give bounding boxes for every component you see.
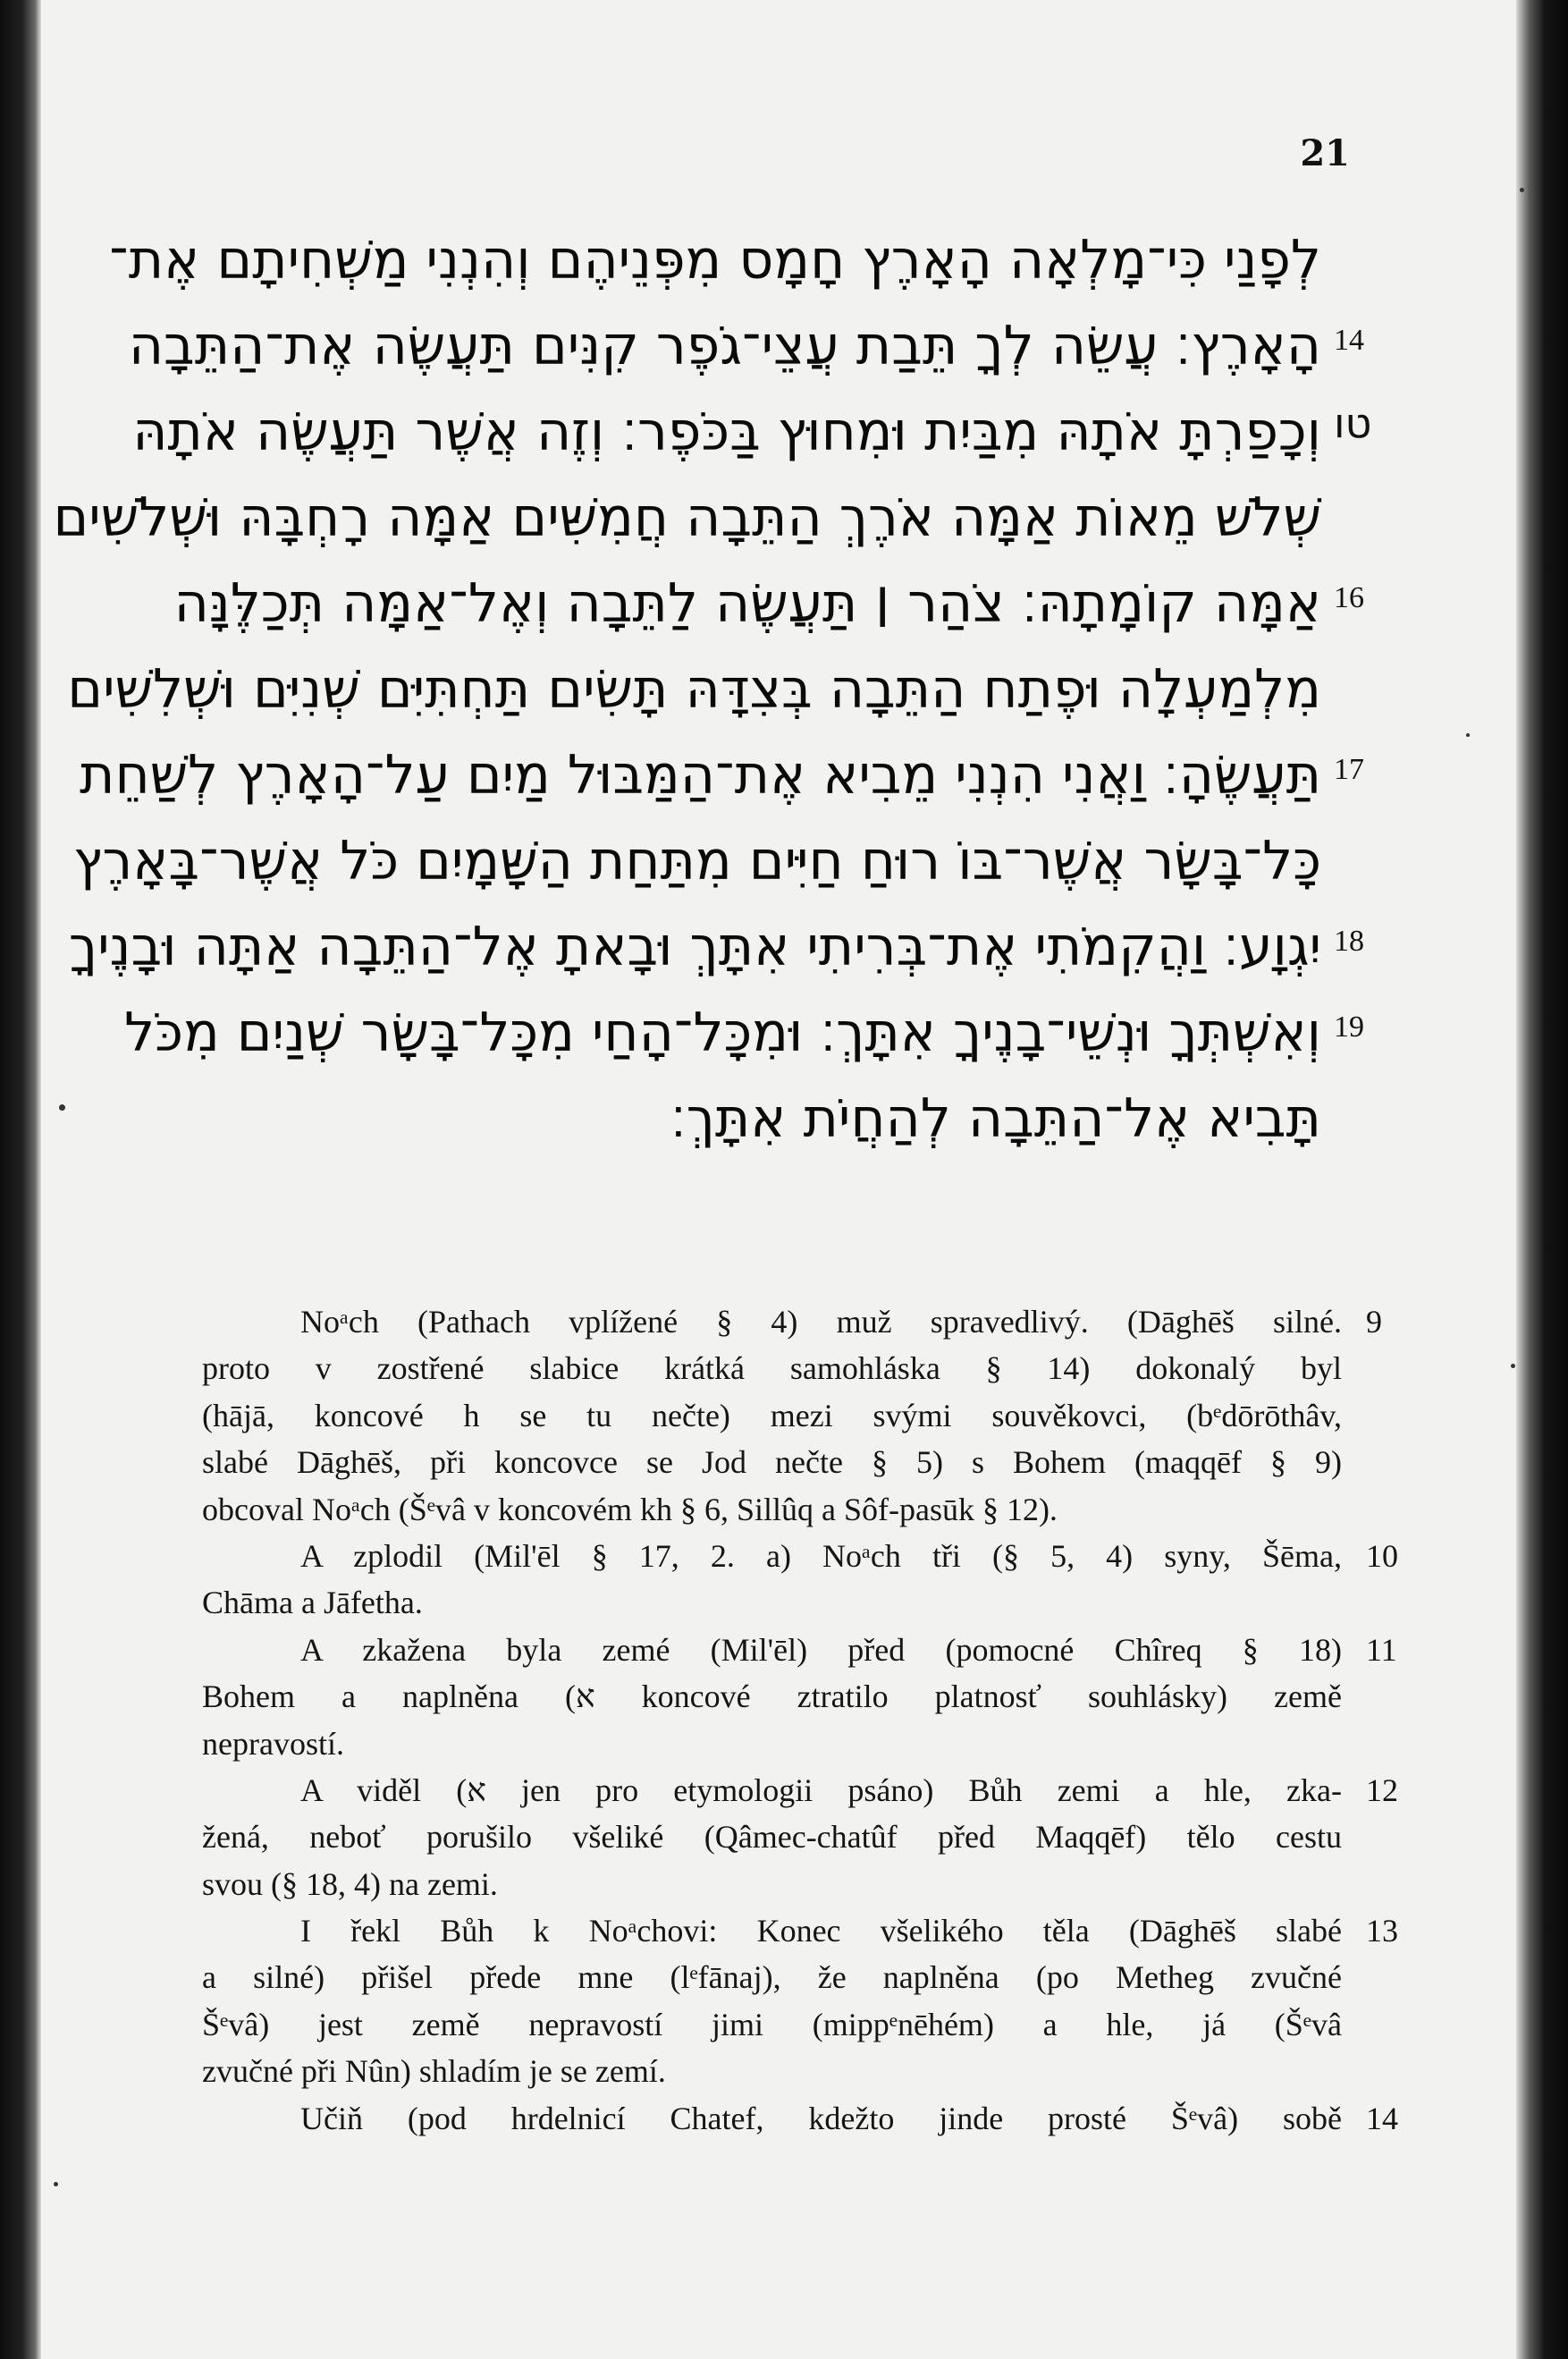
czech-commentary-block: [202, 1298, 1398, 2142]
hebrew-line: [124, 994, 1395, 1080]
commentary-line: [202, 1673, 1346, 1720]
commentary-line-text: A zplodil (Mil'ēl § 17, 2. a) Noᵃch tři (§ 5, 4) syny, Šēma,: [300, 1537, 1342, 1574]
commentary-line-text: proto v zostřené slabice krátká samohláska § 14) dokonalý byl: [202, 1350, 1342, 1387]
commentary-line: [202, 1579, 1346, 1626]
hebrew-line-text: תַּעֲשֶׂהָ׃ וַאֲנִי הִנְנִי מֵבִיא אֶת־הַמַּבּוּל מַיִם עַל־הָאָרֶץ לְשַׁחֵת: [80, 744, 1321, 807]
hebrew-line-text: וְאִשְׁתְּךָ וּנְשֵׁי־בָנֶיךָ אִתָּךְ׃ וּמִכָּל־הָחַי מִכָּל־בָּשָׂר שְׁנַיִם מִכֹּל: [124, 1002, 1321, 1064]
commentary-line-text: a silné) přišel přede mne (lᵉfānaj), že naplněna (po Metheg zvučné: [202, 1959, 1342, 1996]
paper-speck: [1520, 188, 1524, 192]
commentary-line: [202, 2001, 1346, 2048]
commentary-line: [202, 1439, 1346, 1485]
commentary-line-text: zvučné při Nûn) shladím je se zemí.: [202, 2053, 666, 2090]
hebrew-verse-number: 14: [1334, 324, 1364, 357]
commentary-line: [202, 1861, 1346, 1907]
page-number: 21: [1300, 132, 1350, 174]
commentary-line: [202, 1298, 1382, 1345]
hebrew-line-text: שְׁלֹשׁ מֵאוֹת אַמָּה אֹרֶךְ הַתֵּבָה חֲמִשִּׁים אַמָּה רָחְבָּהּ וּשְׁלֹשִׁים: [53, 486, 1321, 549]
commentary-line: [202, 2095, 1398, 2142]
hebrew-line-text: כָּל־בָּשָׂר אֲשֶׁר־בּוֹ רוּחַ חַיִּים מִתַּחַת הַשָּׁמָיִם כֹּל אֲשֶׁר־בָּאָרֶץ: [73, 830, 1321, 892]
commentary-line: [202, 1954, 1346, 2000]
commentary-line-text: A viděl (א jen pro etymologii psáno) Bůh zemi a hle, zka-: [300, 1771, 1343, 1808]
paper-speck: [1511, 1364, 1515, 1368]
hebrew-line: [53, 479, 1395, 565]
hebrew-line: [197, 1080, 1395, 1166]
commentary-line: [202, 1721, 1346, 1767]
hebrew-line-text: הָאָרֶץ׃ עֲשֵׂה לְךָ תֵּבַת עֲצֵי־גֹפֶר קִנִּים תַּעֲשֶׂה אֶת־הַתֵּבָה: [128, 315, 1321, 377]
commentary-line-text: I řekl Bůh k Noᵃchovi: Konec všelikého těla (Dāghēš slabé: [300, 1913, 1342, 1949]
page-edge-shadow-right: [1516, 0, 1568, 2359]
hebrew-line-text: לְפָנַי כִּי־מָלְאָה הָאָרֶץ חָמָס מִפְּנֵיהֶם וְהִנְנִי מַשְׁחִיתָם אֶת־: [109, 229, 1321, 292]
commentary-line-text: (hājā, koncové h se tu nečte) mezi svými souvěkovci, (bᵉdōrōthâv,: [202, 1397, 1342, 1433]
commentary-line: [202, 1907, 1398, 1954]
commentary-line: [202, 1767, 1398, 1814]
verse-number: 9: [1366, 1304, 1382, 1340]
verse-number: 11: [1366, 1631, 1397, 1668]
hebrew-line-text: אַמָּה קוֹמָתָהּ׃ צֹהַר ׀ תַּעֲשֶׂה לַתֵּבָה וְאֶל־אַמָּה תְּכַלֶּנָּה: [173, 572, 1321, 635]
commentary-line-text: A zkažena byla zemé (Mil'ēl) před (pomocné Chîreq § 18): [300, 1631, 1342, 1668]
commentary-line: [202, 2048, 1346, 2094]
commentary-line-text: žená, neboť porušilo všeliké (Qâmec-chatûf před Maqqēf) tělo cestu: [202, 1819, 1342, 1856]
commentary-line-text: Učiň (pod hrdelnicí Chatef, kdežto jinde prosté Šᵉvâ) sobě: [300, 2100, 1342, 2136]
commentary-line-text: obcoval Noᵃch (Šᵉvâ v koncovém kh § 6, Sillûq a Sôf-pasūk § 12).: [202, 1491, 1058, 1527]
hebrew-verse-number: 16: [1334, 581, 1364, 614]
hebrew-line: [128, 308, 1395, 393]
commentary-line-text: svou (§ 18, 4) na zemi.: [202, 1865, 498, 1902]
hebrew-line: [80, 737, 1395, 823]
commentary-line-text: Bohem a naplněna (א koncové ztratilo platnosť souhlásky) země: [202, 1678, 1342, 1715]
commentary-line: [202, 1533, 1398, 1579]
commentary-line-text: Šᵉvâ) jest země nepravostí jimi (mippᵉnēhém) a hle, já (Šᵉvâ: [202, 2006, 1342, 2042]
hebrew-line: [132, 393, 1395, 479]
verse-number: 10: [1366, 1537, 1398, 1574]
verse-number: 14: [1366, 2100, 1398, 2136]
verse-number: 13: [1366, 1913, 1398, 1949]
hebrew-line: [68, 909, 1395, 994]
commentary-line-text: slabé Dāghēš, při koncovce se Jod nečte § 5) s Bohem (maqqēf § 9): [202, 1444, 1342, 1481]
hebrew-line-text: וְכָפַרְתָּ אֹתָהּ מִבַּיִת וּמִחוּץ בַּכֹּפֶר׃ וְזֶה אֲשֶׁר תַּעֲשֶׂה אֹתָהּ: [132, 401, 1321, 463]
hebrew-line: [73, 823, 1395, 909]
hebrew-line-text: יִגְוָע׃ וַהֲקִמֹתִי אֶת־בְּרִיתִי אִתָּךְ וּבָאתָ אֶל־הַתֵּבָה אַתָּה וּבָנֶיךָ: [68, 916, 1321, 978]
paper-speck: [54, 2182, 58, 2186]
commentary-line: [202, 1814, 1346, 1860]
hebrew-line-text: תָּבִיא אֶל־הַתֵּבָה לְהַחֲיֹת אִתָּךְ׃: [670, 1087, 1321, 1150]
hebrew-line: [67, 651, 1395, 737]
hebrew-line-text: מִלְמַעְלָה וּפֶתַח הַתֵּבָה בְּצִדָּהּ תָּשִׂים תַּחְתִּיִּם שְׁנִיִּם וּשְׁלִשִׁים: [67, 658, 1321, 721]
hebrew-verse-number: 17: [1334, 753, 1364, 786]
verse-number: 12: [1366, 1771, 1398, 1808]
hebrew-line: [173, 565, 1395, 651]
hebrew-verse-number: 18: [1334, 925, 1364, 958]
hebrew-text-block: [53, 222, 1395, 1166]
page-gutter-shadow-left: [0, 0, 41, 2359]
commentary-line-text: Chāma a Jāfetha.: [202, 1585, 423, 1621]
commentary-line: [202, 1392, 1346, 1439]
commentary-line: [202, 1486, 1346, 1533]
hebrew-line: [109, 222, 1395, 308]
hebrew-verse-number: 19: [1334, 1010, 1364, 1044]
paper-speck: [59, 1104, 65, 1111]
hebrew-verse-number: טו: [1334, 399, 1372, 447]
paper-speck: [1466, 733, 1470, 737]
commentary-line-text: nepravostí.: [202, 1725, 344, 1762]
commentary-line: [202, 1345, 1346, 1391]
commentary-line: [202, 1627, 1397, 1673]
commentary-line-text: Noᵃch (Pathach vplížené § 4) muž spravedlivý. (Dāghēš silné.: [300, 1304, 1342, 1340]
